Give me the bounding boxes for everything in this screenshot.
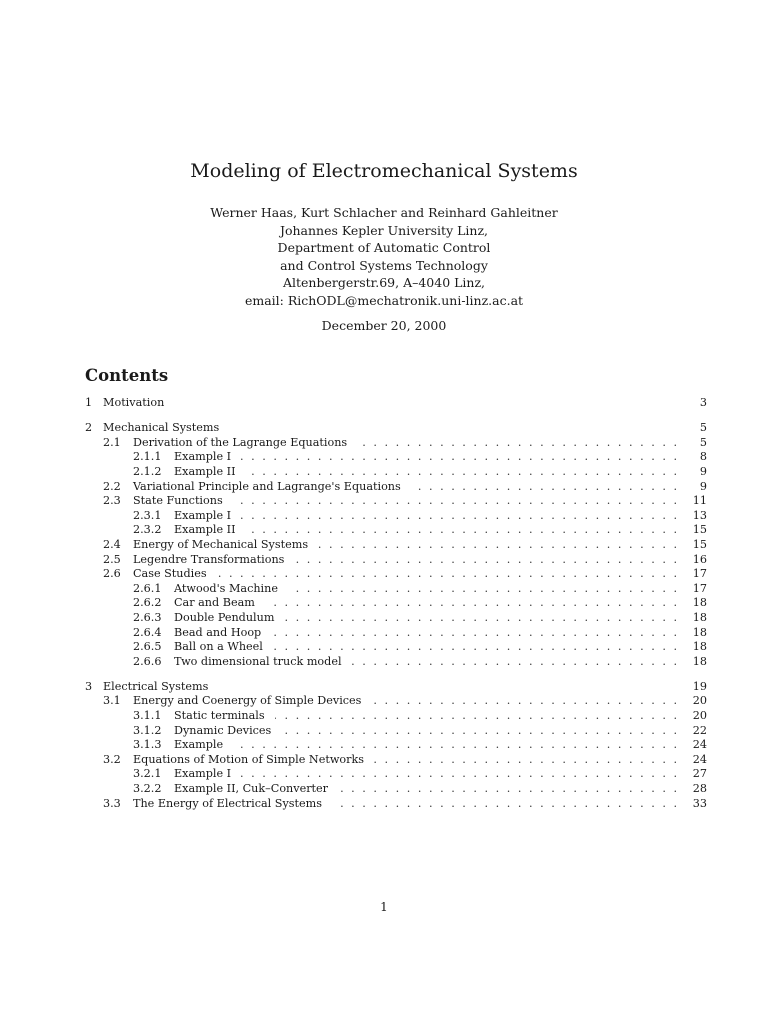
toc-entry-page: 19 [692, 679, 707, 693]
toc-entry-page: 33 [692, 796, 707, 810]
toc-entry-label: Atwood's Machine [174, 581, 278, 595]
toc-entry-label: Legendre Transformations [133, 552, 285, 566]
affiliation-line: and Control Systems Technology [280, 257, 488, 273]
toc-dot-leader [217, 567, 677, 582]
toc-entry-page: 20 [692, 694, 707, 708]
toc-entry[interactable] [85, 421, 707, 436]
toc-dot-leader [241, 767, 677, 782]
toc-dot-leader [284, 611, 677, 626]
email-line: email: RichODL@mechatronik.uni-linz.ac.at [244, 292, 524, 308]
toc-entry-page: 27 [692, 767, 707, 781]
toc-entry[interactable] [85, 797, 707, 812]
toc-dot-leader [281, 724, 677, 739]
toc-entry[interactable] [85, 626, 707, 641]
toc-dot-leader [357, 436, 677, 451]
toc-entry-label: Two dimensional truck model [174, 654, 342, 668]
toc-dot-leader [246, 465, 677, 480]
toc-entry-page: 11 [692, 494, 707, 508]
affiliation-line: Johannes Kepler University Linz, [279, 222, 489, 238]
toc-entry-page: 15 [692, 537, 707, 551]
toc-entry-number: 1 [85, 396, 93, 409]
toc-entry-label: The Energy of Electrical Systems [133, 796, 322, 810]
toc-dot-leader [338, 782, 677, 797]
toc-entry[interactable] [85, 582, 707, 597]
toc-dot-leader [246, 523, 677, 538]
toc-entry-number: 2.1.2 [133, 464, 162, 478]
toc-entry-number: 2.2 [103, 479, 121, 493]
toc-dot-leader [352, 655, 677, 670]
toc-entry-label: Example [174, 738, 224, 752]
toc-entry-label: Example I [174, 450, 232, 464]
toc-entry[interactable] [85, 611, 707, 626]
toc-entry-label: Example II [174, 464, 236, 478]
toc-entry-label: Dynamic Devices [174, 723, 272, 737]
toc-entry-number: 3.3 [103, 796, 121, 810]
toc-entry-page: 17 [692, 581, 707, 595]
toc-entry[interactable] [85, 480, 707, 495]
toc-entry-number: 2.6.6 [133, 654, 162, 668]
toc-entry-page: 20 [692, 709, 707, 723]
toc-entry-number: 2.5 [103, 552, 121, 566]
toc-entry-page: 9 [699, 479, 707, 493]
toc-entry-label: Case Studies [133, 567, 207, 581]
toc-dot-leader [241, 509, 677, 524]
toc-entry-number: 3.2.2 [133, 782, 162, 796]
toc-entry-label: Static terminals [174, 709, 265, 723]
toc-entry-page: 9 [699, 464, 707, 478]
toc-dot-leader [294, 553, 677, 568]
toc-entry-number: 2.6.4 [133, 625, 162, 639]
toc-entry[interactable] [85, 509, 707, 524]
paper-title: Modeling of Electromechanical Systems [190, 160, 578, 182]
toc-entry-label: Mechanical Systems [103, 421, 220, 435]
toc-entry[interactable] [85, 709, 707, 724]
toc-entry-label: Ball on a Wheel [174, 640, 263, 654]
toc-entry-label: Equations of Motion of Simple Networks [133, 752, 364, 766]
affiliation-line: Department of Automatic Control [277, 240, 491, 255]
toc-entry[interactable] [85, 753, 707, 768]
toc-entry[interactable] [85, 436, 707, 451]
toc-entry-label: Example II, Cuk–Converter [174, 782, 329, 796]
toc-dot-leader [288, 582, 677, 597]
toc-entry-number: 2.4 [103, 537, 121, 551]
toc-entry[interactable] [85, 655, 707, 670]
toc-entry-page: 24 [692, 738, 707, 752]
toc-entry-page: 5 [699, 435, 707, 449]
toc-entry-number: 2.3.1 [133, 508, 162, 522]
toc-dot-leader [241, 450, 677, 465]
toc-dot-leader [374, 753, 677, 768]
toc-entry[interactable] [85, 596, 707, 611]
toc-dot-leader [318, 538, 677, 553]
toc-entry-label: Car and Beam [174, 596, 255, 610]
toc-entry-number: 2.6 [103, 567, 121, 581]
toc-entry-number: 2.6.3 [133, 610, 162, 624]
toc-entry-label: Double Pendulum [174, 610, 275, 624]
toc-entry[interactable] [85, 396, 707, 411]
toc-entry-number: 2.6.2 [133, 596, 162, 610]
toc-entry-page: 18 [692, 625, 707, 639]
toc-entry-number: 2.1 [103, 435, 121, 449]
toc-entry-label: Energy and Coenergy of Simple Devices [133, 694, 362, 708]
toc-entry[interactable] [85, 782, 707, 797]
toc-entry-number: 2.1.1 [133, 450, 162, 464]
toc-entry[interactable] [85, 567, 707, 582]
toc-entry-label: State Functions [133, 494, 223, 508]
toc-entry-label: Example I [174, 767, 232, 781]
toc-entry-number: 2.6.1 [133, 581, 162, 595]
affiliation-line: Altenbergerstr.69, A–4040 Linz, [282, 275, 486, 290]
toc-entry-number: 2 [85, 421, 93, 435]
toc-entry-label: Bead and Hoop [174, 625, 262, 639]
paper-date: December 20, 2000 [321, 318, 447, 333]
toc-entry-page: 18 [692, 596, 707, 610]
toc-entry[interactable] [85, 450, 707, 465]
toc-entry-label: Variational Principle and Lagrange's Equations [133, 479, 401, 493]
toc-dot-leader [371, 694, 677, 709]
toc-dot-leader [275, 709, 677, 724]
toc-entry-page: 18 [692, 654, 707, 668]
toc-dot-leader [273, 640, 677, 655]
page-number: 1 [380, 900, 388, 914]
table-of-contents [85, 396, 707, 811]
toc-entry-page: 18 [692, 610, 707, 624]
toc-entry-number: 2.3.2 [133, 523, 162, 537]
toc-entry-number: 3.2.1 [133, 767, 162, 781]
toc-entry-page: 16 [692, 552, 707, 566]
toc-entry-label: Motivation [103, 396, 165, 409]
toc-entry-page: 24 [692, 752, 707, 766]
toc-entry-number: 3.2 [103, 752, 121, 766]
toc-entry-page: 13 [692, 508, 707, 522]
toc-entry-label: Derivation of the Lagrange Equations [133, 435, 348, 449]
toc-entry-label: Energy of Mechanical Systems [133, 537, 309, 551]
authors: Werner Haas, Kurt Schlacher and Reinhard Gahleitner [210, 205, 558, 220]
toc-dot-leader [233, 738, 677, 753]
toc-dot-leader [332, 797, 677, 812]
toc-dot-leader [233, 494, 677, 509]
toc-entry-label: Example II [174, 523, 236, 537]
toc-entry-label: Example I [174, 508, 232, 522]
toc-entry-number: 2.3 [103, 494, 121, 508]
toc-entry-number: 2.6.5 [133, 640, 162, 654]
toc-entry-page: 8 [699, 450, 707, 464]
toc-entry-number: 3.1.3 [133, 738, 162, 752]
toc-entry[interactable] [85, 523, 707, 538]
toc-entry[interactable] [85, 494, 707, 509]
author-block [0, 204, 768, 309]
toc-entry[interactable] [85, 767, 707, 782]
toc-entry-number: 3 [85, 679, 93, 693]
toc-entry[interactable] [85, 640, 707, 655]
toc-entry[interactable] [85, 694, 707, 709]
contents-heading: Contents [85, 366, 169, 385]
toc-entry[interactable] [85, 538, 707, 553]
toc-entry-number: 3.1.2 [133, 723, 162, 737]
toc-entry-page: 17 [692, 567, 707, 581]
toc-dot-leader [265, 596, 677, 611]
toc-dot-leader [411, 480, 677, 495]
toc-entry-page: 28 [692, 782, 707, 796]
toc-entry[interactable] [85, 680, 707, 695]
toc-entry-page: 15 [692, 523, 707, 537]
toc-entry[interactable] [85, 465, 707, 480]
toc-entry-page: 5 [699, 421, 707, 435]
toc-entry[interactable] [85, 724, 707, 739]
toc-entry[interactable] [85, 738, 707, 753]
toc-entry-number: 3.1 [103, 694, 121, 708]
toc-entry-page: 22 [692, 723, 707, 737]
toc-entry-page: 3 [699, 396, 707, 409]
toc-entry-number: 3.1.1 [133, 709, 162, 723]
toc-entry-page: 18 [692, 640, 707, 654]
toc-dot-leader [271, 626, 677, 641]
toc-entry-label: Electrical Systems [103, 679, 209, 693]
toc-entry[interactable] [85, 553, 707, 568]
